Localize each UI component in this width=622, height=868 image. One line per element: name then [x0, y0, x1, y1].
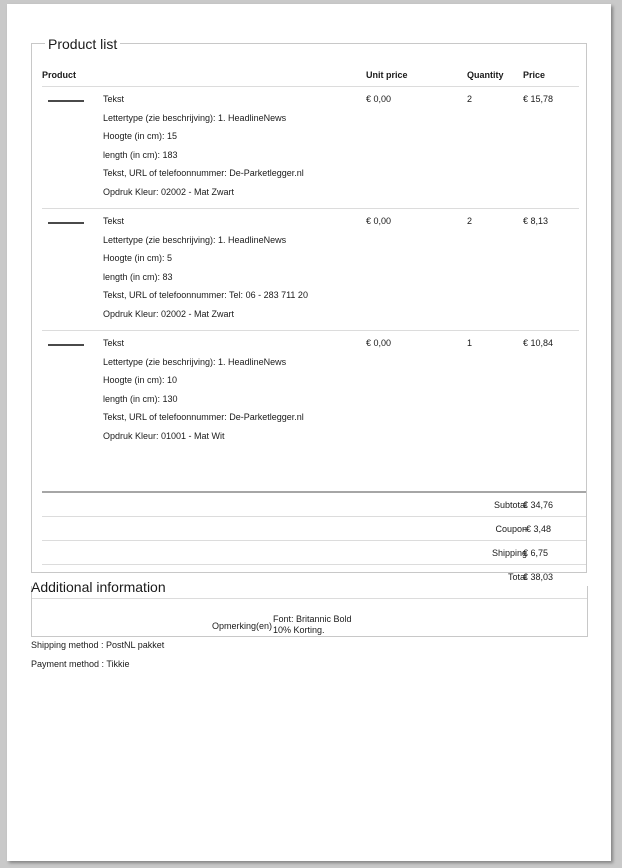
table-row — [42, 209, 579, 331]
product-option: Opdruk Kleur: 02002 - Mat Zwart — [103, 308, 235, 319]
remarks-label: Opmerking(en) — [212, 621, 273, 631]
unit-price: € 0,00 — [366, 216, 392, 226]
line-price: € 15,78 — [523, 94, 554, 104]
header-quantity: Quantity — [467, 70, 504, 80]
product-option: length (in cm): 183 — [103, 149, 178, 160]
product-option: Hoogte (in cm): 15 — [103, 131, 178, 141]
product-option: Lettertype (zie beschrijving): 1. HeadlineNews — [103, 234, 287, 245]
product-option: Hoogte (in cm): 10 — [103, 375, 178, 385]
document-page — [7, 4, 611, 861]
product-option: Opdruk Kleur: 01001 - Mat Wit — [103, 430, 225, 441]
subtotal-label: Subtotal — [493, 500, 527, 510]
product-option: length (in cm): 130 — [103, 393, 178, 404]
remarks-line: Font: Britannic Bold — [273, 614, 352, 624]
line-price: € 10,84 — [523, 338, 554, 348]
product-option: Lettertype (zie beschrijving): 1. HeadlineNews — [103, 356, 287, 367]
product-name: Tekst — [103, 338, 125, 348]
product-thumbnail — [42, 87, 103, 209]
shipping-method: Shipping method : PostNL pakket — [31, 640, 165, 650]
table-header-row — [42, 64, 579, 87]
product-thumbnail — [42, 209, 103, 331]
product-list-legend: Product list — [45, 36, 120, 52]
product-option: Opdruk Kleur: 02002 - Mat Zwart — [103, 186, 235, 197]
shipping-value: € 6,75 — [523, 548, 549, 558]
unit-price: € 0,00 — [366, 338, 392, 348]
shipping-row — [42, 541, 586, 565]
product-name: Tekst — [103, 94, 125, 104]
quantity: 2 — [467, 216, 473, 226]
header-product: Product — [42, 70, 77, 80]
total-label: Total — [507, 572, 527, 582]
shipping-label: Shipping — [491, 548, 527, 558]
line-price: € 8,13 — [523, 216, 549, 226]
remarks-line: 10% Korting. — [273, 625, 325, 635]
product-option: length (in cm): 83 — [103, 271, 173, 282]
payment-method: Payment method : Tikkie — [31, 659, 130, 669]
table-row — [42, 87, 579, 209]
product-name: Tekst — [103, 216, 125, 226]
remarks-value — [273, 614, 352, 636]
header-price: Price — [523, 70, 546, 80]
order-totals — [42, 491, 586, 588]
unit-price: € 0,00 — [366, 94, 392, 104]
coupon-label: Coupon — [495, 524, 527, 534]
product-table — [42, 64, 579, 453]
product-option: Lettertype (zie beschrijving): 1. HeadlineNews — [103, 112, 287, 123]
product-option: Tekst, URL of telefoonnummer: Tel: 06 - 283 711 20 — [103, 290, 308, 300]
product-thumbnail — [42, 331, 103, 453]
additional-info-title: Additional information — [31, 579, 166, 595]
coupon-value: -€ 3,48 — [523, 524, 552, 534]
remarks-row — [32, 598, 587, 637]
product-list-section — [31, 36, 587, 582]
quantity: 2 — [467, 94, 473, 104]
quantity: 1 — [467, 338, 473, 348]
header-unit-price: Unit price — [366, 70, 408, 80]
product-option: Tekst, URL of telefoonnummer: De-Parketlegger.nl — [103, 412, 304, 422]
total-value: € 38,03 — [523, 572, 554, 582]
product-option: Tekst, URL of telefoonnummer: De-Parketlegger.nl — [103, 168, 304, 178]
coupon-row — [42, 517, 586, 541]
subtotal-value: € 34,76 — [523, 500, 554, 510]
table-row — [42, 331, 579, 453]
product-option: Hoogte (in cm): 5 — [103, 253, 173, 263]
subtotal-row — [42, 493, 586, 517]
